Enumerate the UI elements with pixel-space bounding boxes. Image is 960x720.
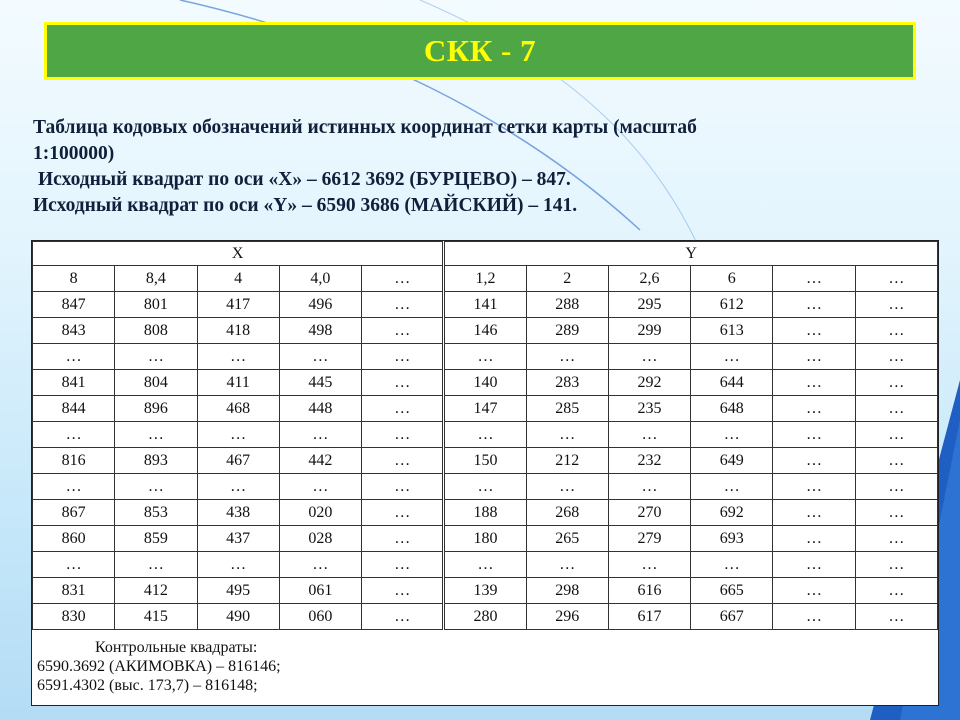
table-cell: 830 (33, 604, 115, 630)
table-cell: … (115, 422, 197, 448)
table-row (33, 604, 938, 630)
table-cell: … (33, 344, 115, 370)
table-cell: … (362, 474, 444, 500)
table-cell: … (279, 422, 361, 448)
table-row (33, 474, 938, 500)
table-cell: … (362, 422, 444, 448)
table-cell: 020 (279, 500, 361, 526)
table-cell: 490 (197, 604, 279, 630)
table-cell: 296 (526, 604, 608, 630)
table-cell: … (691, 552, 773, 578)
table-cell: 139 (444, 578, 526, 604)
intro-line-3: Исходный квадрат по оси «Х» – 6612 3692 (БУРЦЕВО) – 847. (38, 169, 571, 190)
title-banner (44, 22, 916, 80)
table-cell: … (279, 474, 361, 500)
table-cell: 140 (444, 370, 526, 396)
group-header-y: Y (444, 242, 938, 266)
table-cell: 644 (691, 370, 773, 396)
table-cell: … (362, 318, 444, 344)
table-cell: … (608, 422, 690, 448)
table-cell: … (444, 422, 526, 448)
table-cell: … (444, 474, 526, 500)
table-cell: 893 (115, 448, 197, 474)
table-row (33, 448, 938, 474)
table-cell: … (362, 344, 444, 370)
control-squares-heading: Контрольные квадраты: (95, 639, 258, 656)
table-cell: … (362, 448, 444, 474)
intro-line-2: 1:100000) (33, 143, 115, 164)
table-cell: 279 (608, 526, 690, 552)
coordinate-table (32, 241, 938, 630)
table-cell: … (855, 474, 937, 500)
table-cell: … (855, 344, 937, 370)
table-cell: … (691, 422, 773, 448)
table-cell: 232 (608, 448, 690, 474)
table-cell: 804 (115, 370, 197, 396)
table-cell: 270 (608, 500, 690, 526)
table-cell: … (855, 526, 937, 552)
column-header-x: 4,0 (279, 266, 361, 292)
table-cell: … (855, 422, 937, 448)
table-column-header-row (33, 266, 938, 292)
table-cell: … (526, 552, 608, 578)
table-cell: … (526, 474, 608, 500)
table-cell: 146 (444, 318, 526, 344)
control-square-line-1: 6590.3692 (АКИМОВКА) – 816146; (37, 658, 281, 675)
table-cell: 448 (279, 396, 361, 422)
table-cell: … (362, 370, 444, 396)
table-cell: 816 (33, 448, 115, 474)
table-cell: … (855, 370, 937, 396)
table-cell: 445 (279, 370, 361, 396)
table-cell: 667 (691, 604, 773, 630)
control-squares-notes (32, 630, 938, 695)
table-group-header-row (33, 242, 938, 266)
intro-text (33, 115, 933, 219)
table-cell: 617 (608, 604, 690, 630)
table-cell: … (33, 474, 115, 500)
table-cell: 292 (608, 370, 690, 396)
table-cell: 150 (444, 448, 526, 474)
table-row (33, 344, 938, 370)
table-cell: … (773, 526, 855, 552)
intro-line-1: Таблица кодовых обозначений истинных координат сетки карты (масштаб (33, 117, 697, 138)
table-cell: … (773, 292, 855, 318)
table-cell: 295 (608, 292, 690, 318)
table-cell: … (855, 292, 937, 318)
table-cell: … (773, 604, 855, 630)
table-cell: … (526, 344, 608, 370)
table-row (33, 318, 938, 344)
table-cell: … (773, 578, 855, 604)
table-cell: … (33, 422, 115, 448)
table-cell: … (608, 552, 690, 578)
table-cell: 289 (526, 318, 608, 344)
table-cell: 859 (115, 526, 197, 552)
table-cell: 495 (197, 578, 279, 604)
column-header-y: 2 (526, 266, 608, 292)
table-cell: 648 (691, 396, 773, 422)
table-cell: 180 (444, 526, 526, 552)
table-cell: 498 (279, 318, 361, 344)
table-cell: 808 (115, 318, 197, 344)
table-cell: … (691, 344, 773, 370)
table-cell: 141 (444, 292, 526, 318)
table-cell: … (855, 552, 937, 578)
table-cell: 412 (115, 578, 197, 604)
table-cell: … (362, 604, 444, 630)
column-header-y: … (855, 266, 937, 292)
column-header-x: 8 (33, 266, 115, 292)
table-cell: 853 (115, 500, 197, 526)
table-row (33, 578, 938, 604)
control-square-line-2: 6591.4302 (выс. 173,7) – 816148; (37, 677, 258, 694)
table-cell: … (115, 344, 197, 370)
table-cell: … (197, 552, 279, 578)
table-cell: 496 (279, 292, 361, 318)
group-header-x: X (33, 242, 444, 266)
table-cell: … (691, 474, 773, 500)
table-cell: … (608, 344, 690, 370)
table-cell: 437 (197, 526, 279, 552)
table-cell: … (197, 344, 279, 370)
table-cell: 418 (197, 318, 279, 344)
table-cell: 288 (526, 292, 608, 318)
table-cell: … (362, 500, 444, 526)
table-cell: … (773, 448, 855, 474)
table-cell: … (197, 474, 279, 500)
table-cell: 298 (526, 578, 608, 604)
table-cell: 612 (691, 292, 773, 318)
table-cell: 665 (691, 578, 773, 604)
table-cell: 649 (691, 448, 773, 474)
table-cell: 417 (197, 292, 279, 318)
table-row (33, 422, 938, 448)
table-cell: 280 (444, 604, 526, 630)
table-cell: 060 (279, 604, 361, 630)
column-header-x: … (362, 266, 444, 292)
table-cell: 147 (444, 396, 526, 422)
table-cell: 843 (33, 318, 115, 344)
table-cell: 867 (33, 500, 115, 526)
table-cell: … (362, 552, 444, 578)
intro-line-4: Исходный квадрат по оси «Y» – 6590 3686 (МАЙСКИЙ) – 141. (33, 195, 578, 216)
table-cell: … (855, 500, 937, 526)
table-row (33, 500, 938, 526)
table-cell: 285 (526, 396, 608, 422)
table-cell: … (773, 318, 855, 344)
table-cell: … (444, 344, 526, 370)
table-cell: 415 (115, 604, 197, 630)
table-cell: 831 (33, 578, 115, 604)
table-cell: … (773, 500, 855, 526)
table-cell: 692 (691, 500, 773, 526)
table-cell: 801 (115, 292, 197, 318)
table-cell: … (279, 344, 361, 370)
table-cell: … (279, 552, 361, 578)
table-cell: 847 (33, 292, 115, 318)
table-cell: … (773, 422, 855, 448)
table-row (33, 292, 938, 318)
table-cell: 265 (526, 526, 608, 552)
table-cell: … (773, 344, 855, 370)
table-cell: 693 (691, 526, 773, 552)
table-cell: … (33, 552, 115, 578)
table-cell: 028 (279, 526, 361, 552)
table-body (33, 292, 938, 630)
table-cell: 061 (279, 578, 361, 604)
table-cell: … (362, 578, 444, 604)
table-cell: … (115, 552, 197, 578)
table-cell: … (362, 292, 444, 318)
table-cell: 860 (33, 526, 115, 552)
table-row (33, 396, 938, 422)
column-header-y: … (773, 266, 855, 292)
table-cell: … (773, 370, 855, 396)
table-cell: 613 (691, 318, 773, 344)
table-cell: … (855, 396, 937, 422)
table-cell: … (855, 448, 937, 474)
column-header-y: 2,6 (608, 266, 690, 292)
table-cell: 268 (526, 500, 608, 526)
table-cell: 299 (608, 318, 690, 344)
table-cell: … (773, 552, 855, 578)
column-header-x: 4 (197, 266, 279, 292)
table-cell: 411 (197, 370, 279, 396)
table-row (33, 526, 938, 552)
table-cell: … (855, 578, 937, 604)
table-cell: … (362, 526, 444, 552)
coordinate-table-container (31, 240, 939, 706)
page-title: СКК - 7 (423, 33, 537, 68)
table-cell: 616 (608, 578, 690, 604)
table-cell: … (444, 552, 526, 578)
table-row (33, 370, 938, 396)
table-cell: … (773, 396, 855, 422)
column-header-x: 8,4 (115, 266, 197, 292)
table-cell: … (115, 474, 197, 500)
table-cell: 188 (444, 500, 526, 526)
table-cell: … (197, 422, 279, 448)
table-cell: 438 (197, 500, 279, 526)
table-cell: 442 (279, 448, 361, 474)
table-cell: 235 (608, 396, 690, 422)
table-cell: … (855, 318, 937, 344)
column-header-y: 1,2 (444, 266, 526, 292)
table-row (33, 552, 938, 578)
table-cell: … (362, 396, 444, 422)
table-cell: 283 (526, 370, 608, 396)
table-cell: 467 (197, 448, 279, 474)
table-cell: 844 (33, 396, 115, 422)
table-cell: 896 (115, 396, 197, 422)
table-cell: … (773, 474, 855, 500)
table-cell: 841 (33, 370, 115, 396)
table-cell: 212 (526, 448, 608, 474)
column-header-y: 6 (691, 266, 773, 292)
table-cell: … (526, 422, 608, 448)
table-cell: … (608, 474, 690, 500)
table-cell: 468 (197, 396, 279, 422)
table-cell: … (855, 604, 937, 630)
